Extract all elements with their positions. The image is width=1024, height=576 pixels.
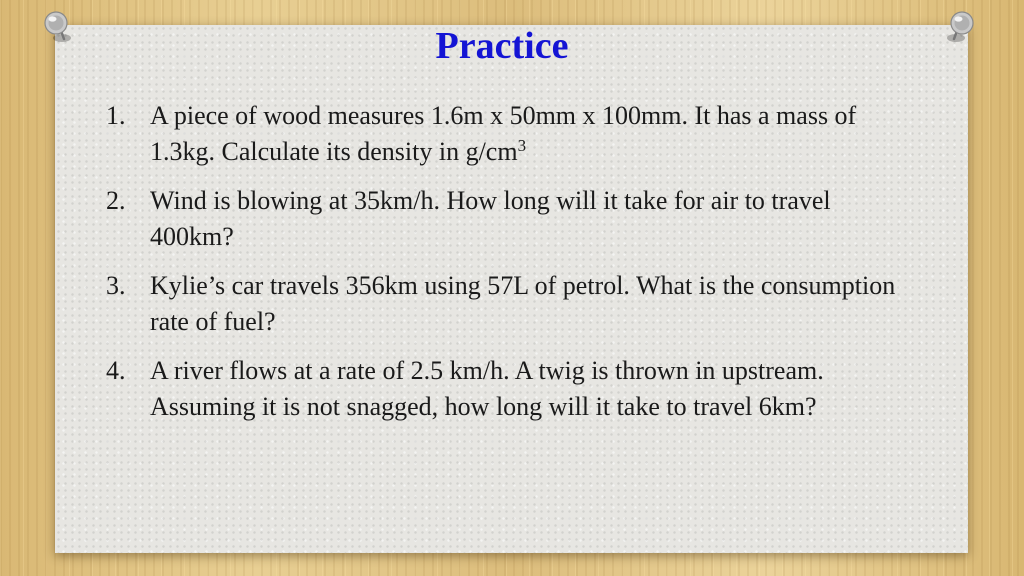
list-item — [106, 183, 916, 255]
question-number: 4. — [106, 356, 126, 385]
question-list — [106, 98, 916, 438]
question-number: 1. — [106, 101, 126, 130]
question-text: A river flows at a rate of 2.5 km/h. A twig is thrown in upstream. Assuming it is not snagged, how long will it take to travel 6km? — [150, 356, 824, 421]
question-number: 3. — [106, 271, 126, 300]
question-number: 2. — [106, 186, 126, 215]
list-item — [106, 268, 916, 340]
list-item — [106, 353, 916, 425]
question-text: Wind is blowing at 35km/h. How long will it take for air to travel 400km? — [150, 186, 831, 251]
question-text: Kylie’s car travels 356km using 57L of petrol. What is the consumption rate of fuel? — [150, 271, 896, 336]
superscript: 3 — [517, 136, 527, 155]
question-text: A piece of wood measures 1.6m x 50mm x 100mm. It has a mass of 1.3kg. Calculate its density in $g/cm^3$ — [150, 101, 857, 166]
page-title: Practice — [435, 25, 569, 67]
list-item — [106, 98, 916, 170]
